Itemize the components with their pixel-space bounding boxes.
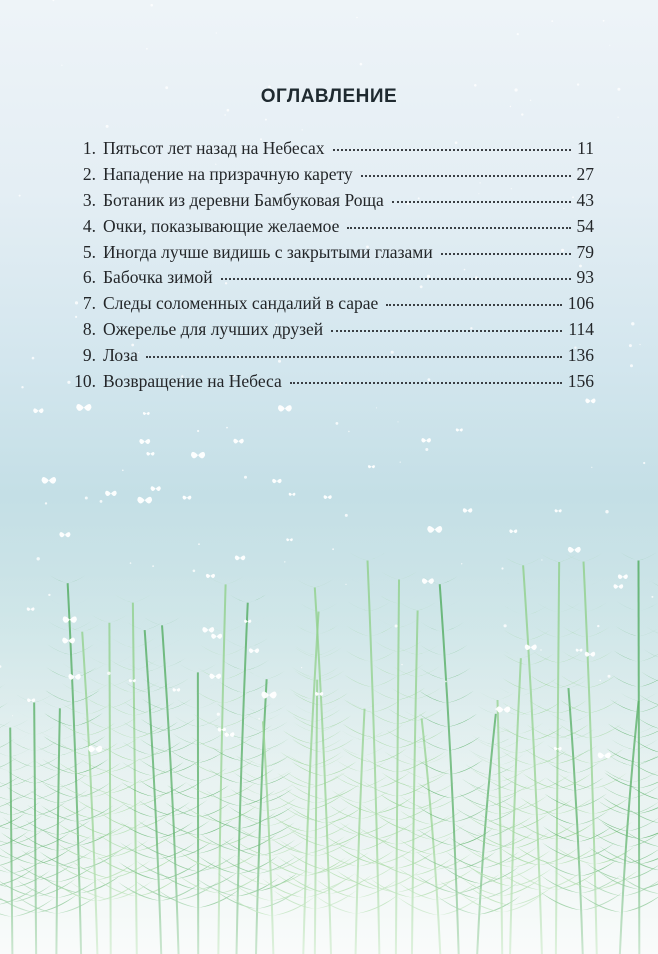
chapter-title: Пятьсот лет назад на Небесах (103, 138, 325, 158)
page-title: ОГЛАВЛЕНИЕ (260, 86, 398, 107)
chapter-number: 9. (82, 345, 96, 366)
chapter-number: 3. (82, 189, 96, 210)
dot-leader (361, 175, 571, 177)
toc-entry[interactable] (60, 164, 594, 190)
chapter-title: Бабочка зимой (103, 267, 213, 288)
page-number: 136 (567, 345, 594, 366)
toc-entry[interactable] (60, 345, 594, 371)
chapter-title: Очки, показывающие желаемое (103, 215, 340, 236)
toc-entry[interactable] (60, 138, 594, 164)
chapter-number: 2. (82, 163, 96, 184)
chapter-title: Лоза (103, 345, 138, 366)
chapter-title: Возвращение на Небеса (103, 371, 282, 392)
dot-leader (392, 201, 571, 203)
page-number: 43 (576, 189, 594, 210)
page-number: 27 (576, 163, 594, 184)
toc-entry[interactable] (60, 371, 594, 397)
dot-leader (221, 278, 571, 280)
chapter-number: 4. (82, 215, 96, 236)
dot-leader (146, 356, 562, 358)
dot-leader (333, 149, 572, 151)
dot-leader (441, 253, 571, 255)
dot-leader (386, 304, 561, 306)
page-number: 11 (577, 138, 594, 158)
toc-entry[interactable] (60, 190, 594, 216)
toc-entry[interactable] (60, 216, 594, 242)
chapter-number: 10. (74, 371, 96, 392)
table-of-contents (60, 138, 594, 397)
toc-entry[interactable] (60, 293, 594, 319)
chapter-number: 1. (82, 138, 96, 158)
page-number: 156 (567, 371, 594, 392)
page-number: 54 (576, 215, 594, 236)
chapter-title: Следы соломенных сандалий в сарае (103, 293, 379, 314)
dot-leader (290, 382, 562, 384)
chapter-number: 5. (82, 241, 96, 262)
chapter-number: 7. (82, 293, 96, 314)
chapter-number: 8. (82, 319, 96, 340)
toc-entry[interactable] (60, 267, 594, 293)
chapter-title: Иногда лучше видишь с закрытыми глазами (103, 241, 433, 262)
chapter-title: Ботаник из деревни Бамбуковая Роща (103, 189, 384, 210)
page-number: 93 (576, 267, 594, 288)
chapter-title: Ожерелье для лучших друзей (103, 319, 324, 340)
chapter-title: Нападение на призрачную карету (103, 163, 353, 184)
page-number: 114 (568, 319, 594, 340)
toc-entry[interactable] (60, 242, 594, 268)
dot-leader (347, 227, 570, 229)
chapter-number: 6. (82, 267, 96, 288)
toc-entry[interactable] (60, 319, 594, 345)
page-number: 106 (567, 293, 594, 314)
dot-leader (331, 330, 562, 332)
page-number: 79 (576, 241, 594, 262)
